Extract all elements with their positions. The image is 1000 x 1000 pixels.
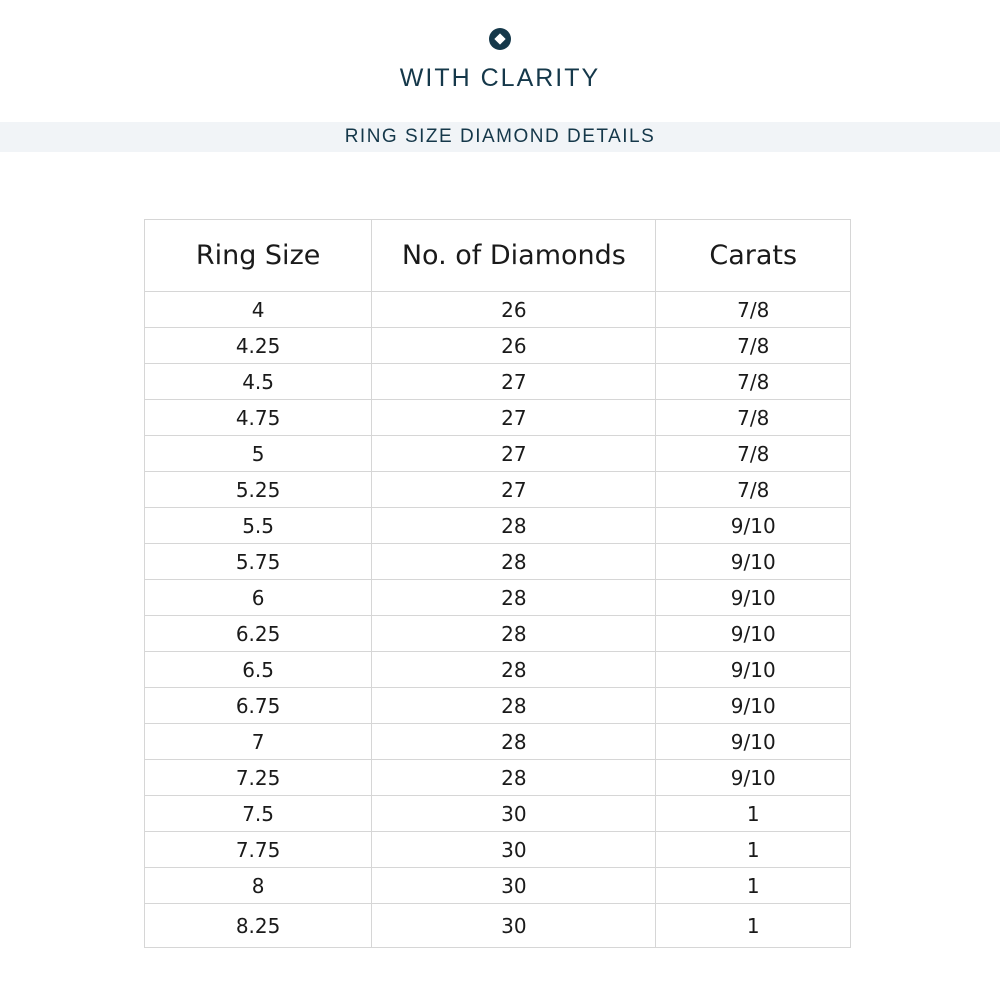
cell-ring-size: 6.75 bbox=[145, 688, 372, 724]
cell-ring-size: 4.75 bbox=[145, 400, 372, 436]
cell-ring-size: 5.25 bbox=[145, 472, 372, 508]
cell-carats: 7/8 bbox=[656, 436, 851, 472]
cell-carats: 7/8 bbox=[656, 400, 851, 436]
table-row bbox=[145, 328, 851, 364]
ring-size-table bbox=[144, 219, 851, 948]
table-row bbox=[145, 868, 851, 904]
table-row bbox=[145, 652, 851, 688]
table-row bbox=[145, 292, 851, 328]
cell-carats: 9/10 bbox=[656, 652, 851, 688]
cell-carats: 9/10 bbox=[656, 760, 851, 796]
cell-carats: 9/10 bbox=[656, 724, 851, 760]
cell-diamond-count: 27 bbox=[372, 436, 656, 472]
cell-diamond-count: 30 bbox=[372, 868, 656, 904]
cell-carats: 7/8 bbox=[656, 292, 851, 328]
table-row bbox=[145, 796, 851, 832]
cell-diamond-count: 27 bbox=[372, 472, 656, 508]
cell-carats: 9/10 bbox=[656, 580, 851, 616]
cell-diamond-count: 27 bbox=[372, 400, 656, 436]
cell-diamond-count: 27 bbox=[372, 364, 656, 400]
cell-ring-size: 6 bbox=[145, 580, 372, 616]
table-row bbox=[145, 544, 851, 580]
cell-diamond-count: 28 bbox=[372, 580, 656, 616]
table-row bbox=[145, 616, 851, 652]
table-row bbox=[145, 400, 851, 436]
cell-carats: 7/8 bbox=[656, 364, 851, 400]
cell-diamond-count: 30 bbox=[372, 832, 656, 868]
section-title: RING SIZE DIAMOND DETAILS bbox=[344, 126, 656, 147]
column-header-carats: Carats bbox=[656, 220, 851, 292]
column-header-ring-size: Ring Size bbox=[145, 220, 372, 292]
cell-carats: 7/8 bbox=[656, 328, 851, 364]
cell-ring-size: 5 bbox=[145, 436, 372, 472]
cell-carats: 9/10 bbox=[656, 688, 851, 724]
cell-ring-size: 4.5 bbox=[145, 364, 372, 400]
cell-diamond-count: 30 bbox=[372, 796, 656, 832]
table-row bbox=[145, 580, 851, 616]
cell-diamond-count: 30 bbox=[372, 904, 656, 948]
cell-ring-size: 6.5 bbox=[145, 652, 372, 688]
table-header-row bbox=[145, 220, 851, 292]
column-header-diamonds: No. of Diamonds bbox=[372, 220, 656, 292]
cell-carats: 9/10 bbox=[656, 544, 851, 580]
table-row bbox=[145, 472, 851, 508]
cell-diamond-count: 28 bbox=[372, 616, 656, 652]
table-row bbox=[145, 832, 851, 868]
table-row bbox=[145, 724, 851, 760]
cell-ring-size: 8 bbox=[145, 868, 372, 904]
cell-ring-size: 8.25 bbox=[145, 904, 372, 948]
cell-ring-size: 5.75 bbox=[145, 544, 372, 580]
cell-carats: 9/10 bbox=[656, 616, 851, 652]
table-row bbox=[145, 904, 851, 948]
table-row bbox=[145, 760, 851, 796]
cell-diamond-count: 28 bbox=[372, 688, 656, 724]
cell-ring-size: 6.25 bbox=[145, 616, 372, 652]
table-row bbox=[145, 508, 851, 544]
cell-carats: 1 bbox=[656, 832, 851, 868]
cell-carats: 1 bbox=[656, 868, 851, 904]
cell-diamond-count: 26 bbox=[372, 328, 656, 364]
cell-ring-size: 7.25 bbox=[145, 760, 372, 796]
cell-diamond-count: 28 bbox=[372, 544, 656, 580]
diamond-circle-icon bbox=[489, 28, 511, 50]
table-body bbox=[145, 292, 851, 948]
cell-carats: 1 bbox=[656, 904, 851, 948]
table-row bbox=[145, 364, 851, 400]
cell-diamond-count: 26 bbox=[372, 292, 656, 328]
cell-carats: 9/10 bbox=[656, 508, 851, 544]
brand-name: WITH CLARITY bbox=[399, 64, 601, 92]
section-banner bbox=[0, 122, 1000, 152]
cell-ring-size: 4.25 bbox=[145, 328, 372, 364]
cell-ring-size: 7.5 bbox=[145, 796, 372, 832]
cell-diamond-count: 28 bbox=[372, 760, 656, 796]
cell-carats: 1 bbox=[656, 796, 851, 832]
cell-ring-size: 7.75 bbox=[145, 832, 372, 868]
cell-ring-size: 4 bbox=[145, 292, 372, 328]
cell-diamond-count: 28 bbox=[372, 508, 656, 544]
cell-diamond-count: 28 bbox=[372, 652, 656, 688]
table-row bbox=[145, 436, 851, 472]
cell-diamond-count: 28 bbox=[372, 724, 656, 760]
cell-ring-size: 7 bbox=[145, 724, 372, 760]
cell-ring-size: 5.5 bbox=[145, 508, 372, 544]
cell-carats: 7/8 bbox=[656, 472, 851, 508]
table-row bbox=[145, 688, 851, 724]
